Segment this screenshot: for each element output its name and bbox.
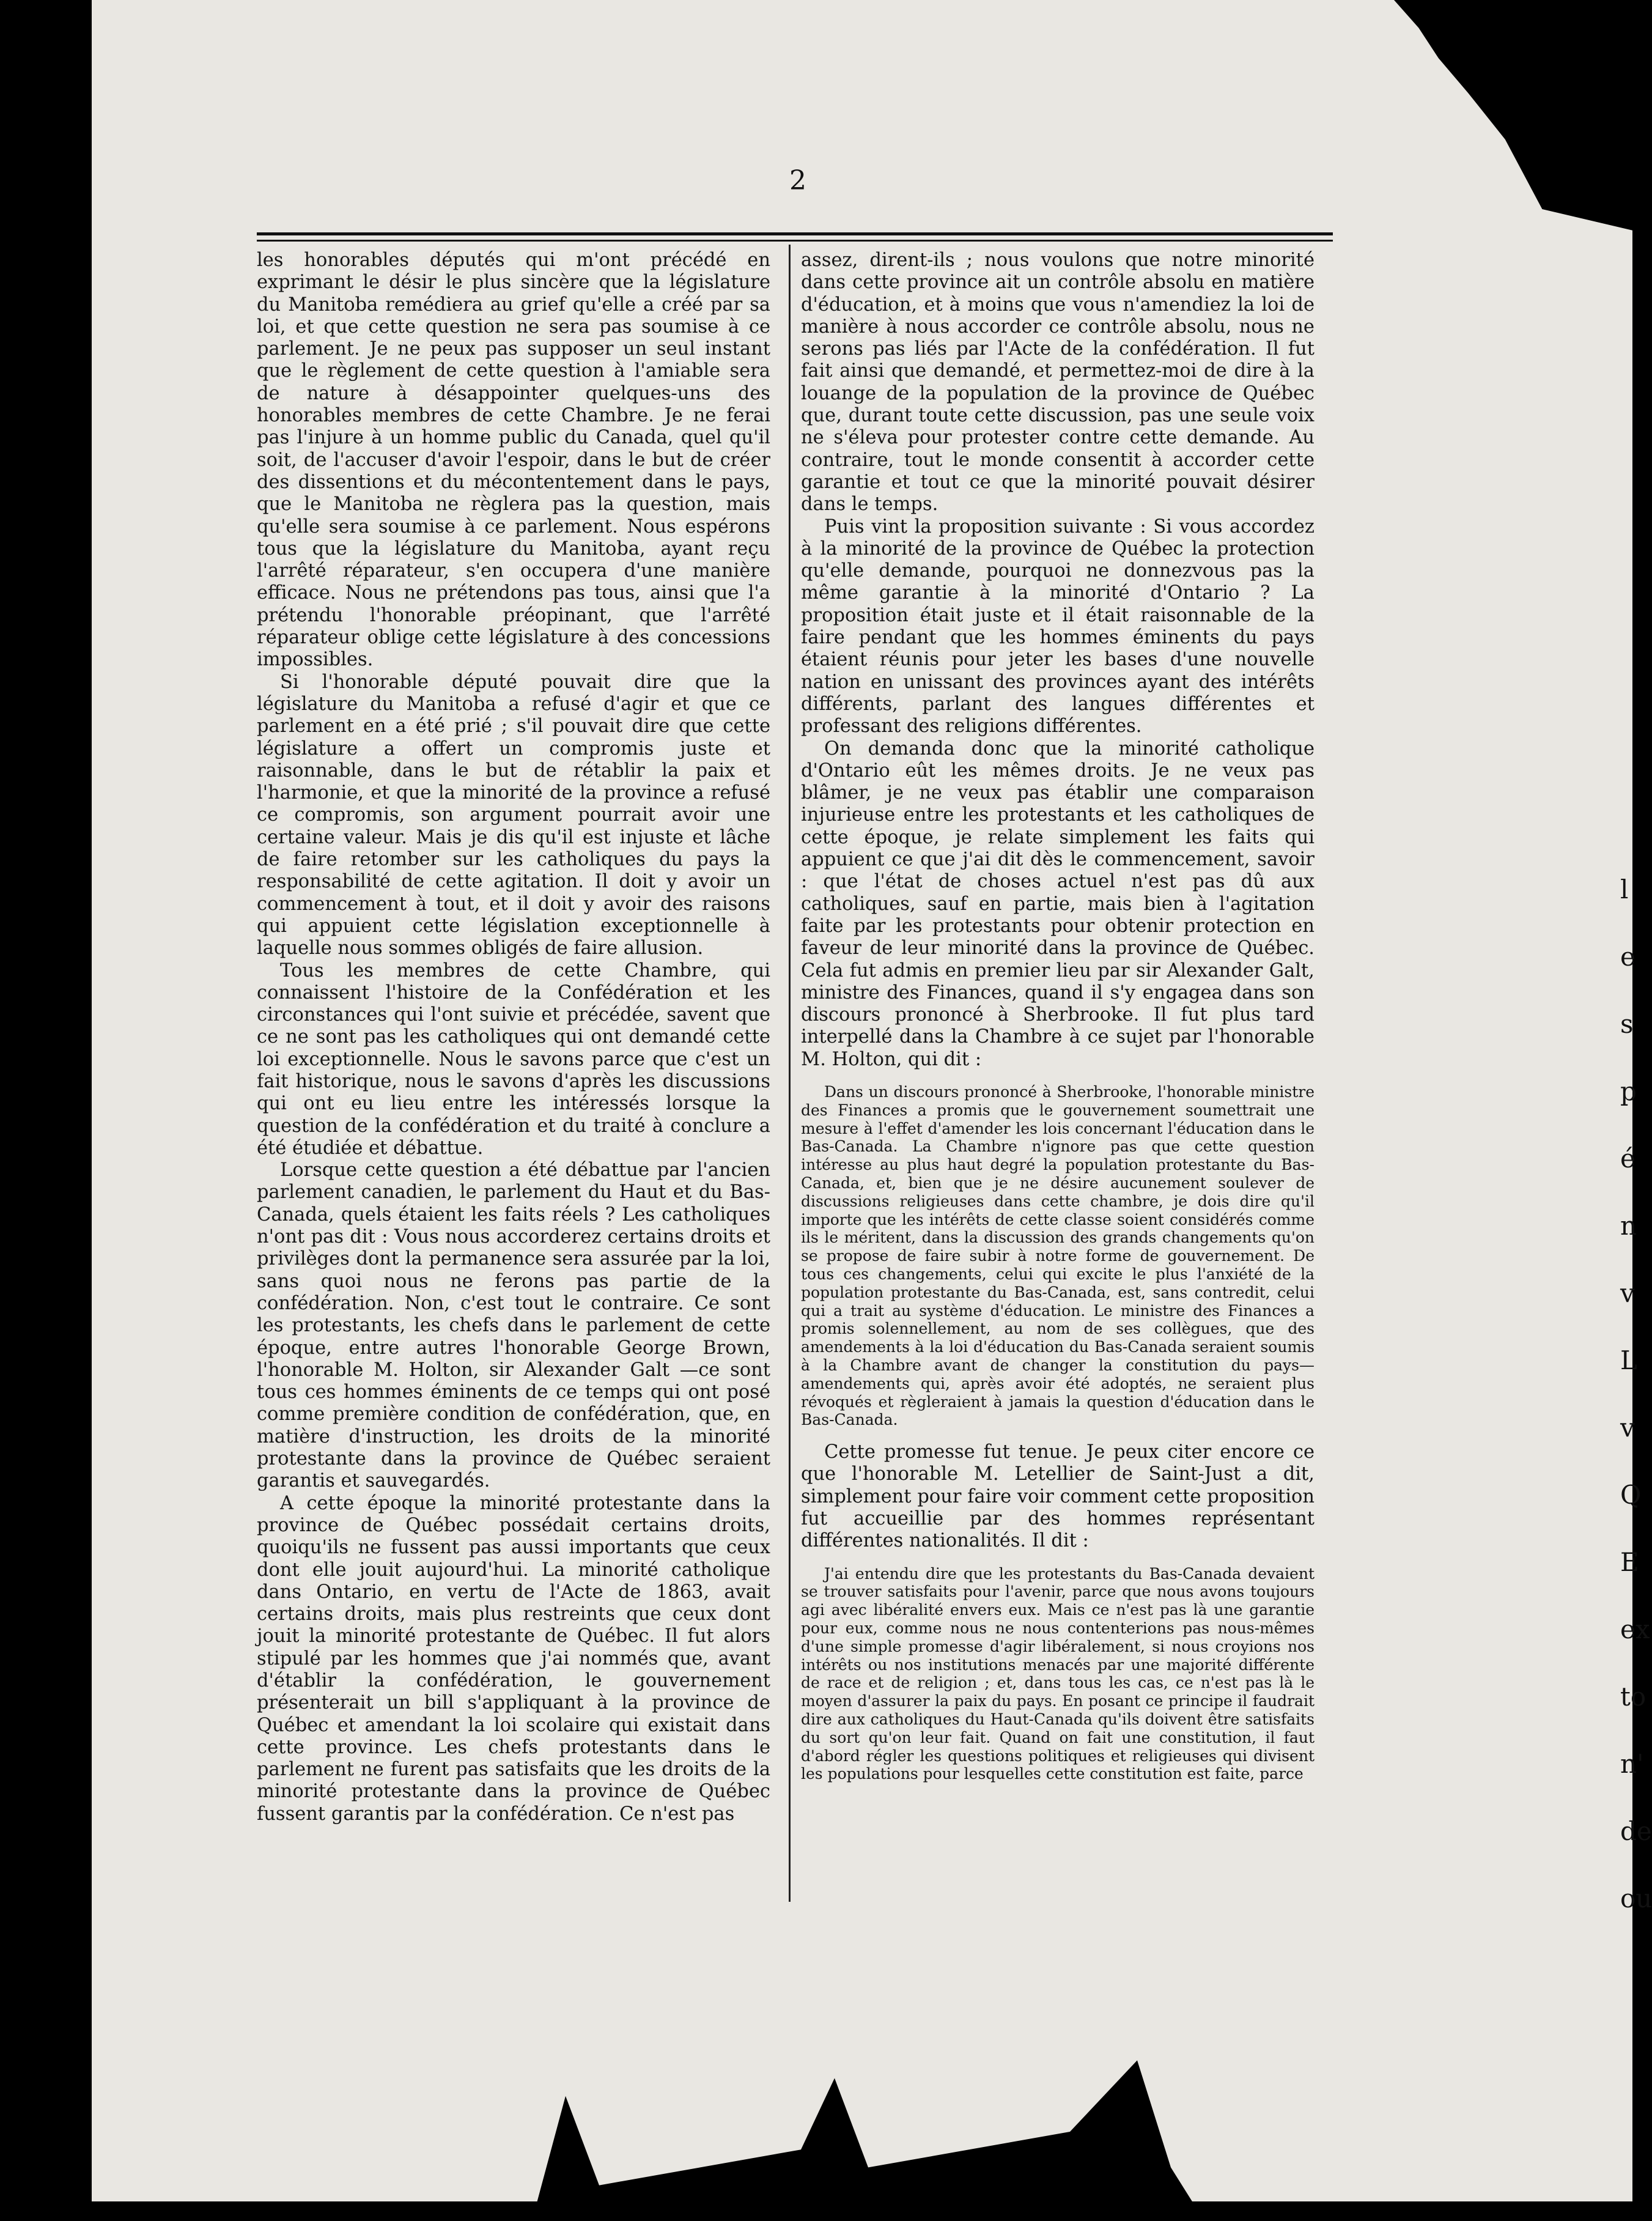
paragraph: A cette époque la minorité protestante dans la province de Québec possédait certains droits, quoiqu'ils ne fussent pas aussi importants que ceux dont elle jouit aujourd'hui. La minorité catholique dans Ontario, en vertu de l'Acte de 1863, avait certains droits, mais plus restreints que ceux dont jouit la minorité protestante de Québec. Il fut alors stipulé par les hommes que j'ai nommés que, avant d'établir la confédération, le gouvernement présenterait un bill s'appliquant à la province de Québec et amendant la loi scolaire qui existait dans cette province. Les chefs protestants dans le parlement ne furent pas satisfaits que les droits de la minorité protestante dans la province de Québec fussent garantis par la confédération. Ce n'est pas [257,1492,770,1825]
edge-fragment: l [1620,874,1629,904]
left-column [257,249,770,1825]
edge-fragment: v [1620,1413,1635,1443]
edge-fragment: ex [1620,1614,1650,1644]
header-rule [257,232,1333,235]
paragraph: Cette promesse fut tenue. Je peux citer encore ce que l'honorable M. Letellier de Saint-Just a dit, simplement pour faire voir comment cette proposition fut accueillie par des hommes représentant différentes nationalités. Il dit : [801,1441,1315,1552]
edge-fragment: L [1620,1345,1637,1375]
right-column [801,249,1315,1795]
edge-fragment: v [1620,1278,1635,1308]
edge-fragment: s [1620,1009,1634,1039]
paragraph: les honorables députés qui m'ont précédé en exprimant le désir le plus sincère que la législature du Manitoba remédiera au grief qu'elle a créé par sa loi, et que cette question ne sera pas soumise à ce parlement. Je ne peux pas supposer un seul instant que le règlement de cette question à l'amiable sera de nature à désappointer quelques-uns des honorables membres de cette Chambre. Je ne ferai pas l'injure à un homme public du Canada, quel qu'il soit, de l'accuser d'avoir l'espoir, dans le but de créer des dissentions et du mécontentement dans le pays, que le Manitoba ne règlera pas la question, mais qu'elle sera soumise à ce parlement. Nous espérons tous que la législature du Manitoba, ayant reçu l'arrêté réparateur, s'en occupera d'une manière efficace. Nous ne prétendons pas tous, ainsi que l'a prétendu l'honorable préopinant, que l'arrêté réparateur oblige cette législature à des concessions impossibles. [257,249,770,671]
edge-fragment: e [1620,942,1635,972]
paragraph: Si l'honorable député pouvait dire que la législature du Manitoba a refusé d'agir et que ce parlement en a été prié ; s'il pouvait dire que cette législature a offert un compromis juste et raisonnable, dans le but de rétablir la paix et l'harmonie, et que la minorité de la province a refusé ce compromis, son argument pourrait avoir une certaine valeur. Mais je dis qu'il est injuste et lâche de faire retomber sur les catholiques du pays la responsabilité de cette agitation. Il doit y avoir un commencement à tout, et il doit y avoir des raisons qui appuient cette législation exceptionnelle à laquelle nous sommes obligés de faire allusion. [257,671,770,959]
edge-fragment: ou [1620,1883,1652,1913]
edge-fragment: de [1620,1816,1652,1846]
block-quote: Dans un discours prononcé à Sherbrooke, l'honorable ministre des Finances a promis que le gouvernement soumettrait une mesure à l'effet d'amender les lois concernant l'éducation dans le Bas-Canada. La Chambre n'ignore pas que cette question intéresse au plus haut degré la population protestante du Bas-Canada, et, bien que je ne désire aucunement soulever de discussions religieuses dans cette chambre, je dois dire qu'il importe que les intérêts de cette classe soient considérés comme ils le méritent, dans la discussion des grands changements qu'on se propose de faire subir à notre forme de gouvernement. De tous ces changements, celui qui excite le plus l'anxiété de la population protestante du Bas-Canada, est, sans contredit, celui qui a trait au système d'éducation. Le ministre des Finances a promis solennellement, au nom de ses collègues, que des amendements à la loi d'éducation du Bas-Canada seraient soumis à la Chambre avant de changer la constitution du pays—amendements qui, après avoir été adoptés, ne seraient plus révoqués et règleraient à jamais la question d'éducation dans le Bas-Canada. [801,1082,1315,1429]
paragraph: On demanda donc que la minorité catholique d'Ontario eût les mêmes droits. Je ne veux pas blâmer, je ne veux pas établir une comparaison injurieuse entre les protestants et les catholiques de cette époque, je relate simplement les faits qui appuient ce que j'ai dit dès le commencement, savoir : que l'état de choses actuel n'est pas dû aux catholiques, sauf en partie, mais bien à l'agitation faite par les protestants pour obtenir protection en faveur de leur minorité dans la province de Québec. Cela fut admis en premier lieu par sir Alexander Galt, ministre des Finances, quand il s'y engagea dans son discours prononcé à Sherbrooke. Il fut plus tard interpellé dans la Chambre à ce sujet par l'honorable M. Holton, qui dit : [801,737,1315,1070]
page-number: 2 [789,165,806,196]
edge-fragment: Q [1620,1480,1642,1510]
edge-fragment: é [1620,1144,1635,1173]
paragraph: Puis vint la proposition suivante : Si vous accordez à la minorité de la province de Québec la protection qu'elle demande, pourquoi ne donnezvous pas la même garantie à la minorité d'Ontario ? La proposition était juste et il était raisonnable de la faire pendant que les hommes éminents du pays étaient réunis pour jeter les bases d'une nouvelle nation en unissant des provinces ayant des intérêts différents, parlant des langues différentes et professant des religions différentes. [801,516,1315,737]
edge-fragment: n' [1620,1749,1644,1779]
column-divider [789,245,791,1902]
edge-fragment: E [1620,1547,1639,1577]
edge-fragment: n [1620,1211,1637,1241]
paragraph: Lorsque cette question a été débattue par l'ancien parlement canadien, le parlement du Haut et du Bas-Canada, quels étaient les faits réels ? Les catholiques n'ont pas dit : Vous nous accorderez certains droits et privilèges dont la permanence sera assurée par la loi, sans quoi nous ne ferons pas partie de la confédération. Non, c'est tout le contraire. Ce sont les protestants, les chefs dans le parlement de cette époque, entre autres l'honorable George Brown, l'honorable M. Holton, sir Alexander Galt —ce sont tous ces hommes éminents de ce temps qui ont posé comme première condition de confédération, que, en matière d'instruction, les droits de la minorité protestante dans la province de Québec seraient garantis et sauvegardés. [257,1159,770,1492]
edge-fragment: to [1620,1682,1646,1712]
paragraph: assez, dirent-ils ; nous voulons que notre minorité dans cette province ait un contrôle absolu en matière d'éducation, et à moins que vous n'amendiez la loi de manière à nous accorder ce contrôle absolu, nous ne serons pas liés par l'Acte de la confédération. Il fut fait ainsi que demandé, et permettez-moi de dire à la louange de la population de la province de Québec que, durant toute cette discussion, pas une seule voix ne s'éleva pour protester contre cette demande. Au contraire, tout le monde consentit à accorder cette garantie et tout ce que la minorité pouvait désirer dans le temps. [801,249,1315,516]
header-rule-thin [257,240,1333,242]
adjacent-page-edge [1620,856,1652,1913]
paragraph: Tous les membres de cette Chambre, qui connaissent l'histoire de la Confédération et les circonstances qui l'ont suivie et précédée, savent que ce ne sont pas les catholiques qui ont demandé cette loi exceptionnelle. Nous le savons parce que c'est un fait historique, nous le savons d'après les discussions qui ont eu lieu entre les intéressés lorsque la question de la confédération et du traité à conclure a été étudiée et débattue. [257,959,770,1159]
edge-fragment: p [1620,1076,1637,1106]
block-quote: J'ai entendu dire que les protestants du Bas-Canada devaient se trouver satisfaits pour l'avenir, parce que nous avons toujours agi avec libéralité envers eux. Mais ce n'est pas là une garantie pour eux, comme nous ne nous contenterions pas nous-mêmes d'une simple promesse d'agir libéralement, si nous croyions nos intérêts ou nos institutions menacés par une majorité différente de race et de religion ; et, dans tous les cas, ce n'est pas là le moyen d'assurer la paix du pays. En posant ce principe il faudrait dire aux catholiques du Haut-Canada qu'ils doivent être satisfaits du sort qu'on leur fait. Quand on fait une constitution, il faut d'abord régler les questions politiques et religieuses qui divisent les populations pour lesquelles cette constitution est faite, parce [801,1564,1315,1783]
